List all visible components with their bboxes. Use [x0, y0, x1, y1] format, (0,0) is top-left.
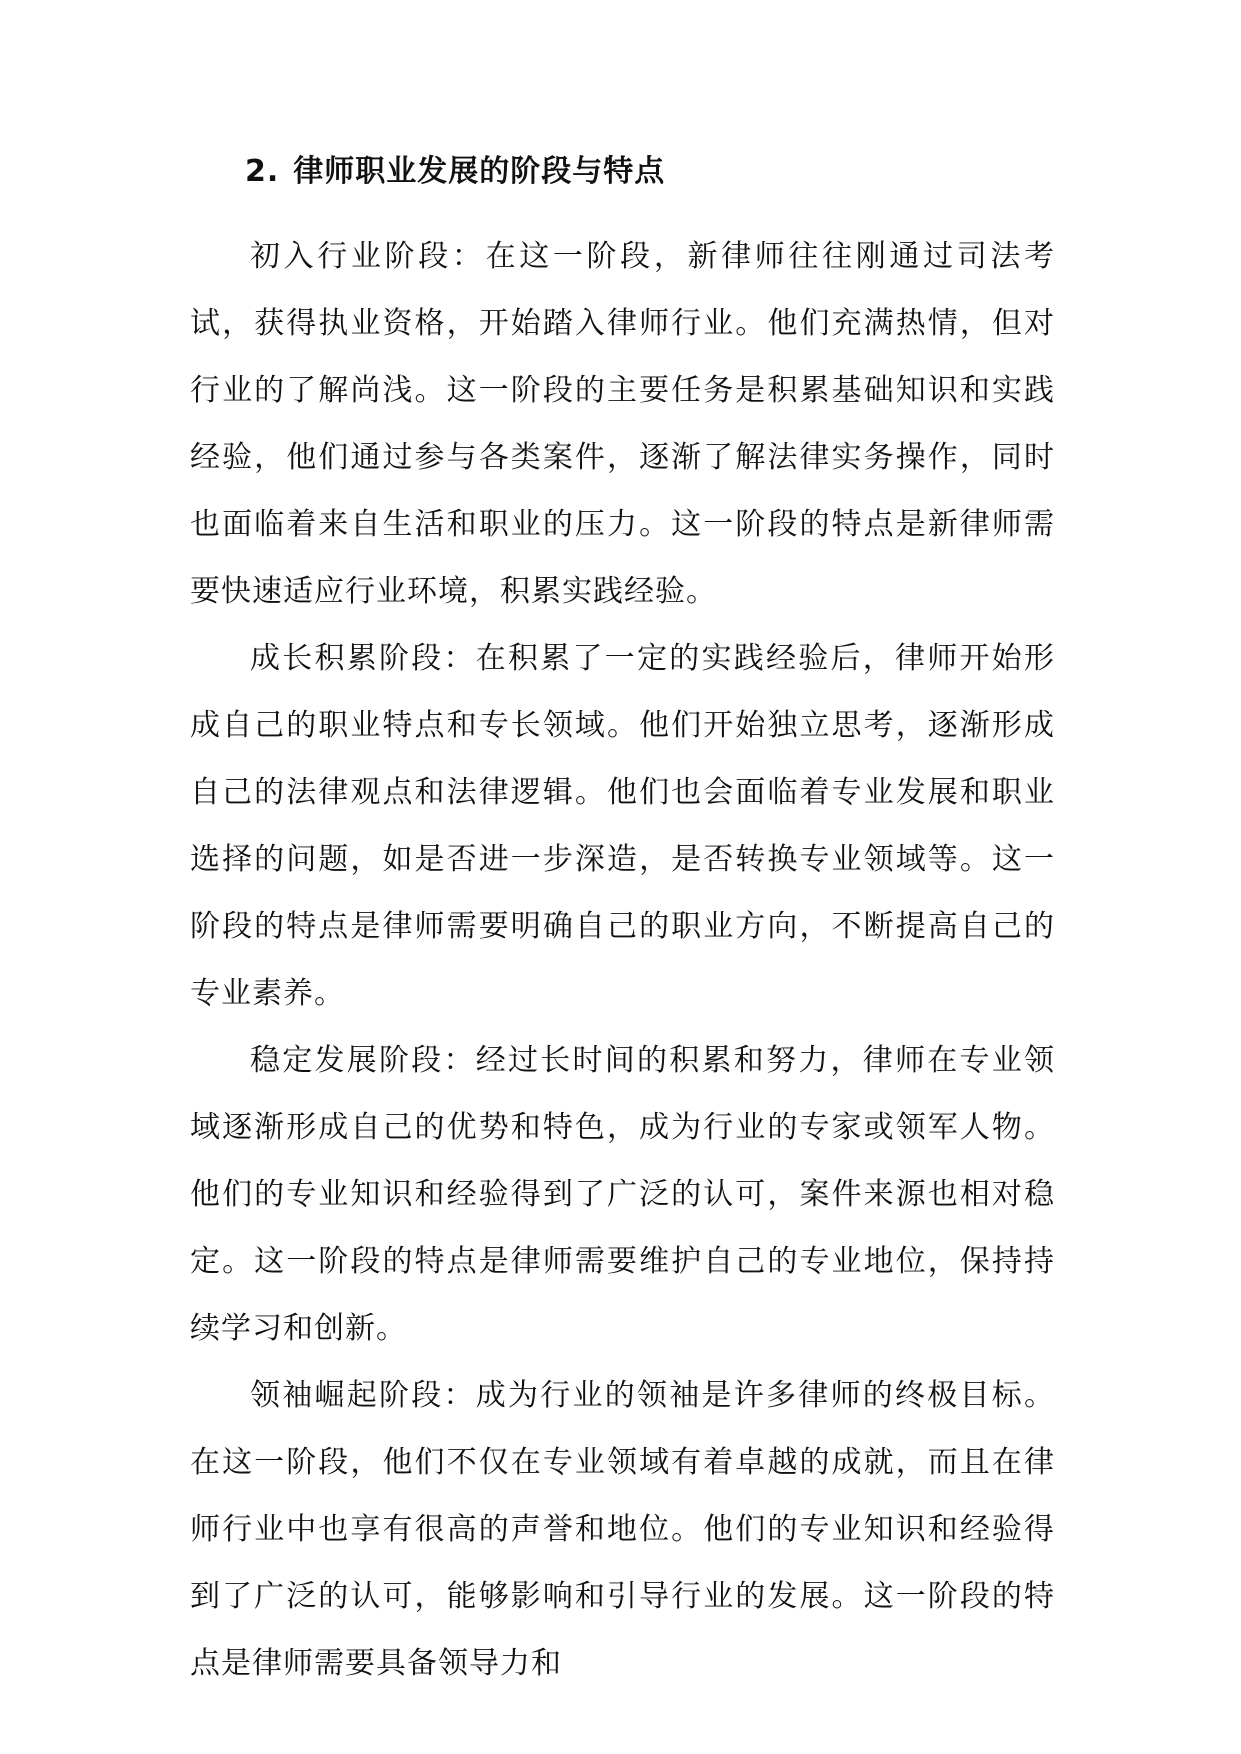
paragraph-stable-stage: 稳定发展阶段：经过长时间的积累和努力，律师在专业领域逐渐形成自己的优势和特色，成为行业的专家或领军人物。他们的专业知识和经验得到了广泛的认可，案件来源也相对稳定。这一阶段的特点是律师需要维护自己的专业地位，保持持续学习和创新。	[190, 1043, 1055, 1346]
section-number: 2.	[245, 154, 280, 189]
paragraph-leader-stage: 领袖崛起阶段：成为行业的领袖是许多律师的终极目标。在这一阶段，他们不仅在专业领域有着卓越的成就，而且在律师行业中也享有很高的声誉和地位。他们的专业知识和经验得到了广泛的认可，能够影响和引导行业的发展。这一阶段的特点是律师需要具备领导力和	[190, 1378, 1055, 1681]
paragraph-growth-stage: 成长积累阶段：在积累了一定的实践经验后，律师开始形成自己的职业特点和专长领域。他们开始独立思考，逐渐形成自己的法律观点和法律逻辑。他们也会面临着专业发展和职业选择的问题，如是否进一步深造，是否转换专业领域等。这一阶段的特点是律师需要明确自己的职业方向，不断提高自己的专业素养。	[190, 641, 1055, 1011]
section-heading	[245, 150, 665, 194]
body-text	[190, 223, 1055, 1697]
section-title: 律师职业发展的阶段与特点	[293, 154, 666, 189]
paragraph-initial-stage: 初入行业阶段：在这一阶段，新律师往往刚通过司法考试，获得执业资格，开始踏入律师行业。他们充满热情，但对行业的了解尚浅。这一阶段的主要任务是积累基础知识和实践经验，他们通过参与各类案件，逐渐了解法律实务操作，同时也面临着来自生活和职业的压力。这一阶段的特点是新律师需要快速适应行业环境，积累实践经验。	[190, 239, 1055, 609]
